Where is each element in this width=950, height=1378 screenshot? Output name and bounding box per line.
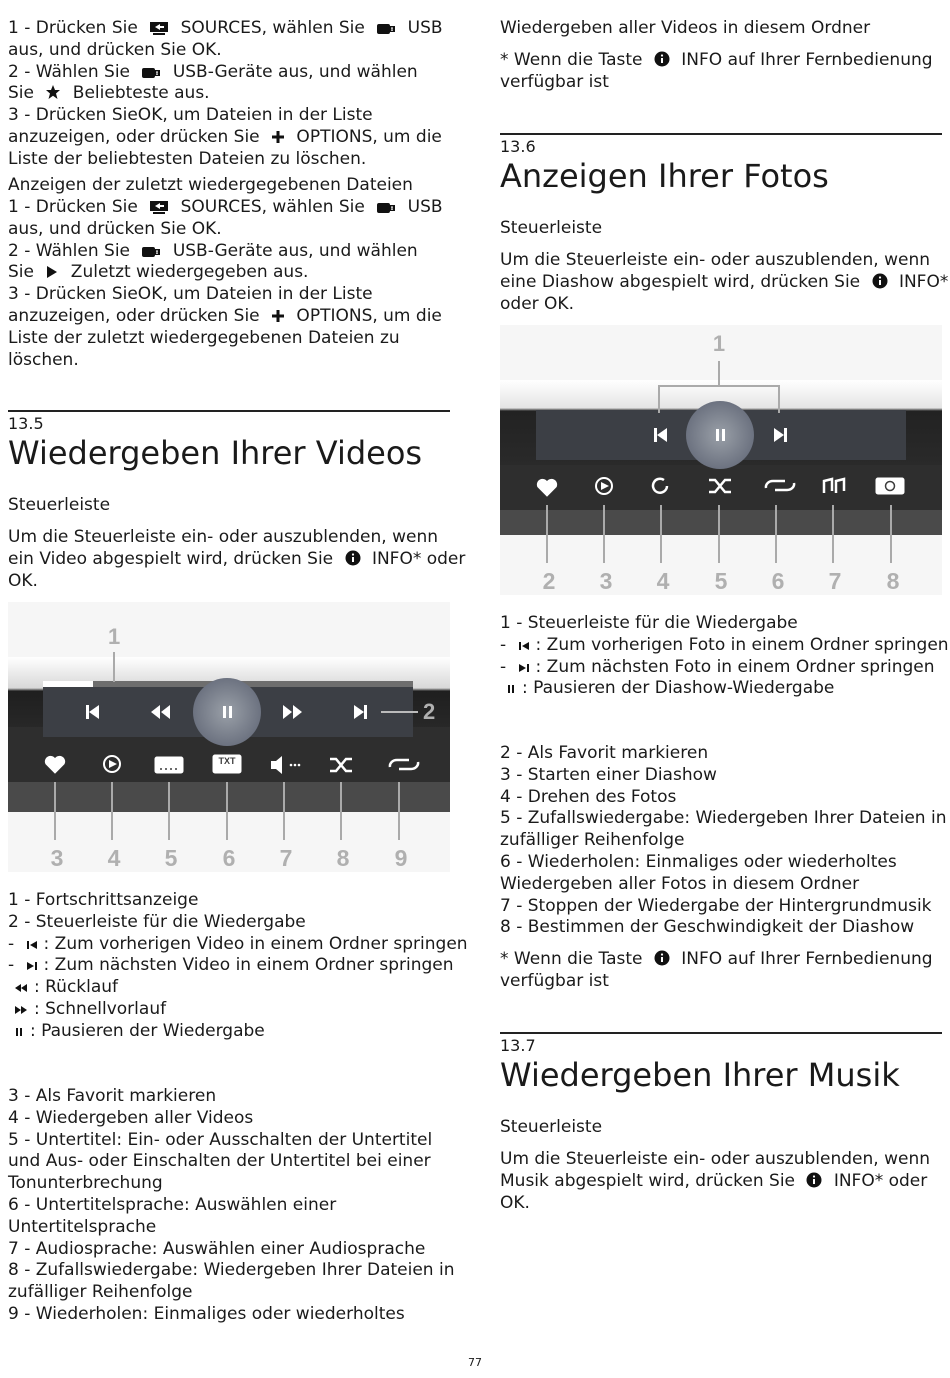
prev-icon — [518, 637, 530, 659]
text-line — [8, 999, 166, 1023]
next-icon — [26, 957, 38, 979]
rew-icon — [14, 979, 28, 1001]
text-line — [8, 1217, 156, 1239]
section-divider — [500, 1032, 942, 1034]
usb-icon — [141, 64, 161, 86]
subheading: Steuerleiste — [500, 218, 603, 238]
text-run: eine Diashow abgespielt wird, drücken Sie — [500, 271, 866, 292]
callout-7: 7 — [828, 568, 842, 594]
text-run: * Wenn die Taste — [500, 949, 648, 969]
text-run: 1 - Drücken Sie — [8, 197, 144, 217]
text-run: SOURCES, wählen Sie — [175, 197, 371, 217]
text-run: - — [500, 656, 512, 677]
text-run: Sie — [8, 83, 40, 104]
section-title: Wiedergeben Ihrer Musik — [500, 1056, 900, 1094]
text-run: 5 - Zufallswiedergabe: Wiedergeben Ihrer Dateien in — [500, 808, 947, 829]
text-run: 7 - Stoppen der Wiedergabe der Hintergrundmusik — [500, 895, 932, 916]
text-run: 3 - Drücken SieOK, um Dateien in der Liste — [8, 284, 373, 305]
text-line — [500, 896, 932, 918]
info-icon — [806, 1172, 822, 1195]
section-number: 13.5 — [8, 414, 44, 433]
subtitle-icon — [155, 757, 183, 773]
text-line — [500, 787, 676, 809]
text-run: 3 - Als Favorit markieren — [8, 1086, 217, 1106]
slideshow-speed-icon — [876, 478, 904, 494]
subheading: Steuerleiste — [8, 495, 111, 515]
callout-5: 5 — [164, 845, 178, 871]
text-run: Wiedergeben aller Videos in diesem Ordner — [500, 18, 871, 38]
text-run: - — [500, 634, 512, 655]
callout-1: 1 — [712, 331, 726, 356]
text-run: 6 - Untertitelsprache: Auswählen einer — [8, 1195, 337, 1215]
text-line — [8, 127, 442, 151]
text-line — [8, 105, 373, 127]
callout-3: 3 — [50, 845, 64, 871]
callout-4: 4 — [656, 568, 670, 594]
text-line — [500, 830, 685, 852]
pause-icon — [716, 429, 719, 441]
text-line — [8, 149, 366, 171]
text-run: : Zum nächsten Video in einem Ordner springen — [43, 955, 454, 976]
text-line — [8, 40, 222, 62]
text-run: verfügbar ist — [500, 71, 609, 92]
text-line — [500, 250, 930, 272]
text-run: zufälliger Reihenfolge — [500, 830, 685, 851]
text-run: USB-Geräte aus, und wählen — [167, 61, 418, 82]
sources-icon — [149, 199, 169, 221]
text-line — [8, 219, 222, 241]
text-run: 9 - Wiederholen: Einmaliges oder wiederholtes — [8, 1304, 405, 1324]
text-run: Untertitelsprache — [8, 1216, 157, 1237]
recent-files-heading: Anzeigen der zuletzt wiedergegebenen Dateien — [8, 175, 413, 195]
section-title: Anzeigen Ihrer Fotos — [500, 157, 829, 195]
text-run: Musik abgespielt wird, drücken Sie — [500, 1170, 801, 1191]
text-line — [8, 1304, 405, 1326]
text-run: Sie — [8, 262, 40, 283]
callout-6: 6 — [222, 845, 236, 871]
text-run: INFO* oder — [366, 548, 466, 569]
text-run: 7 - Audiosprache: Auswählen einer Audiosprache — [8, 1238, 426, 1259]
text-line — [8, 262, 308, 286]
prev-icon — [26, 936, 38, 958]
play-icon — [45, 264, 59, 286]
text-line — [8, 18, 443, 42]
text-run: : Zum nächsten Foto in einem Ordner springen — [535, 656, 935, 677]
text-run: 4 - Wiedergeben aller Videos — [8, 1107, 254, 1128]
text-run: : Pausieren der Diashow-Wiedergabe — [522, 678, 835, 699]
plus-icon — [271, 129, 285, 151]
plus-icon — [271, 308, 285, 330]
text-run: USB-Geräte aus, und wählen — [167, 240, 418, 261]
text-run: Zuletzt wiedergegeben aus. — [65, 262, 309, 283]
pause-icon — [14, 1023, 24, 1045]
text-run: anzuzeigen, oder drücken Sie — [8, 127, 266, 147]
text-line — [500, 808, 946, 830]
text-run: 1 - Drücken Sie — [8, 18, 144, 38]
text-run: Um die Steuerleiste ein- oder auszublenden, wenn — [8, 527, 438, 547]
text-line — [8, 527, 438, 549]
text-line — [500, 72, 609, 94]
callout-2: 2 — [423, 699, 436, 724]
section-divider — [8, 410, 450, 412]
text-run: OPTIONS, um die — [291, 306, 442, 326]
text-line — [500, 294, 574, 316]
text-run: 3 - Drücken SieOK, um Dateien in der Liste — [8, 105, 373, 126]
text-run: Um die Steuerleiste ein- oder auszublenden, wenn — [500, 250, 930, 270]
text-run: USB — [402, 197, 443, 217]
text-run: : Pausieren der Wiedergabe — [30, 1020, 265, 1041]
callout-3: 3 — [599, 568, 613, 594]
text-line — [500, 765, 717, 787]
text-run: aus, und drücken Sie OK. — [8, 39, 222, 60]
text-line — [8, 1130, 432, 1152]
text-run: : Zum vorherigen Foto in einem Ordner springen — [535, 634, 949, 655]
text-run: INFO auf Ihrer Fernbedienung — [675, 949, 933, 969]
section-divider — [500, 133, 942, 135]
text-run: 2 - Wählen Sie — [8, 240, 136, 261]
text-line — [8, 328, 400, 350]
text-run: und Aus- oder Einschalten der Untertitel bei einer — [8, 1151, 431, 1172]
star-icon — [45, 84, 61, 107]
info-icon — [345, 550, 361, 573]
text-line — [500, 1149, 930, 1171]
text-line — [8, 1195, 336, 1217]
callout-9: 9 — [394, 845, 408, 871]
text-run: : Rücklauf — [34, 977, 119, 998]
text-run: Tonunterbrechung — [8, 1173, 163, 1194]
text-run: INFO* — [893, 271, 949, 292]
text-line — [8, 350, 79, 372]
callout-6: 6 — [771, 568, 785, 594]
section-title: Wiedergeben Ihrer Videos — [8, 434, 423, 472]
text-run: INFO* oder — [828, 1170, 928, 1191]
subheading: Steuerleiste — [500, 1117, 603, 1137]
text-run: 2 - Steuerleiste für die Wiedergabe — [8, 911, 306, 932]
text-run: 5 - Untertitel: Ein- oder Ausschalten der Untertitel — [8, 1129, 433, 1150]
callout-7: 7 — [279, 845, 293, 871]
text-run: OPTIONS, um die — [291, 127, 442, 147]
text-run: USB — [402, 18, 443, 38]
text-run: Liste der zuletzt wiedergegebenen Dateien zu — [8, 327, 400, 348]
callout-8: 8 — [336, 845, 350, 871]
text-line — [500, 50, 933, 74]
text-line — [500, 852, 897, 874]
text-line — [8, 197, 443, 221]
info-icon — [654, 51, 670, 74]
text-run: 4 - Drehen des Fotos — [500, 786, 677, 807]
callout-2: 2 — [542, 568, 556, 594]
text-line — [8, 912, 306, 934]
text-run: OK. — [8, 570, 38, 591]
text-line — [500, 971, 609, 993]
text-line — [500, 18, 870, 40]
text-line — [8, 890, 198, 912]
text-run: * Wenn die Taste — [500, 50, 648, 70]
text-line — [8, 241, 418, 265]
text-line — [8, 62, 418, 86]
text-line — [500, 657, 935, 681]
info-icon — [872, 273, 888, 296]
text-run: : Schnellvorlauf — [34, 999, 167, 1019]
text-line — [500, 1171, 927, 1195]
text-line — [8, 1282, 193, 1304]
text-line — [8, 1173, 163, 1195]
text-run: - — [8, 955, 20, 976]
text-line — [500, 874, 859, 896]
page-number: 77 — [468, 1356, 482, 1369]
usb-icon — [376, 199, 396, 221]
callout-5: 5 — [714, 568, 728, 594]
text-run: 8 - Zufallswiedergabe: Wiedergeben Ihrer Dateien in — [8, 1260, 455, 1281]
prev-icon — [654, 428, 657, 442]
section-number: 13.6 — [500, 137, 536, 156]
text-line — [8, 1239, 425, 1261]
prev-icon — [86, 705, 89, 719]
section-number: 13.7 — [500, 1036, 536, 1055]
text-run: : Zum vorherigen Video in einem Ordner springen — [43, 933, 468, 954]
text-line — [500, 917, 914, 939]
text-run: löschen. — [8, 349, 79, 370]
text-line — [500, 743, 708, 765]
text-line — [8, 571, 38, 593]
text-run: oder OK. — [500, 293, 574, 314]
text-line — [8, 83, 210, 107]
text-line — [8, 549, 465, 573]
text-line — [8, 1108, 253, 1130]
txt-label: TXT — [218, 756, 236, 766]
text-run: Liste der beliebtesten Dateien zu löschen. — [8, 148, 367, 169]
text-run: verfügbar ist — [500, 970, 609, 991]
sources-icon — [149, 20, 169, 42]
text-run: 1 - Steuerleiste für die Wiedergabe — [500, 613, 798, 633]
usb-icon — [376, 20, 396, 42]
text-run: 8 - Bestimmen der Geschwindigkeit der Diashow — [500, 917, 915, 938]
text-run: 1 - Fortschrittsanzeige — [8, 890, 199, 910]
text-line — [500, 1193, 530, 1215]
text-line — [8, 977, 118, 1001]
video-controlbar-figure — [8, 602, 450, 872]
text-line — [8, 1260, 454, 1282]
pause-icon — [223, 706, 226, 718]
text-line — [8, 1151, 431, 1173]
text-line — [500, 949, 933, 973]
text-line — [8, 306, 442, 330]
callout-1: 1 — [108, 624, 121, 649]
info-icon — [654, 950, 670, 973]
text-line — [8, 934, 468, 958]
text-run: 6 - Wiederholen: Einmaliges oder wiederholtes — [500, 852, 897, 872]
text-line — [500, 635, 949, 659]
text-run: 2 - Als Favorit markieren — [500, 743, 709, 763]
text-run: INFO auf Ihrer Fernbedienung — [675, 50, 933, 70]
text-run: Beliebteste aus. — [67, 83, 210, 104]
text-run: OK. — [500, 1192, 530, 1213]
text-line — [8, 955, 454, 979]
text-line — [500, 272, 948, 296]
text-run: anzuzeigen, oder drücken Sie — [8, 306, 266, 326]
text-run: ein Video abgespielt wird, drücken Sie — [8, 548, 339, 569]
text-line — [8, 284, 373, 306]
text-run: aus, und drücken Sie OK. — [8, 218, 222, 239]
text-run: Wiedergeben aller Fotos in diesem Ordner — [500, 873, 860, 894]
text-line — [500, 613, 798, 635]
text-line — [8, 1021, 265, 1045]
callout-8: 8 — [886, 568, 900, 594]
text-run: Um die Steuerleiste ein- oder auszublenden, wenn — [500, 1149, 930, 1169]
usb-icon — [141, 243, 161, 265]
text-run: 2 - Wählen Sie — [8, 61, 136, 82]
text-run: zufälliger Reihenfolge — [8, 1282, 193, 1303]
next-icon — [518, 659, 530, 681]
photo-controlbar-figure — [500, 325, 942, 595]
text-run: - — [8, 933, 20, 954]
text-line — [8, 1086, 216, 1108]
callout-4: 4 — [107, 845, 121, 871]
ffw-icon — [14, 1001, 28, 1023]
text-run: 3 - Starten einer Diashow — [500, 764, 717, 785]
pause-icon — [506, 680, 516, 702]
text-line — [500, 678, 834, 702]
text-run: SOURCES, wählen Sie — [175, 18, 371, 38]
